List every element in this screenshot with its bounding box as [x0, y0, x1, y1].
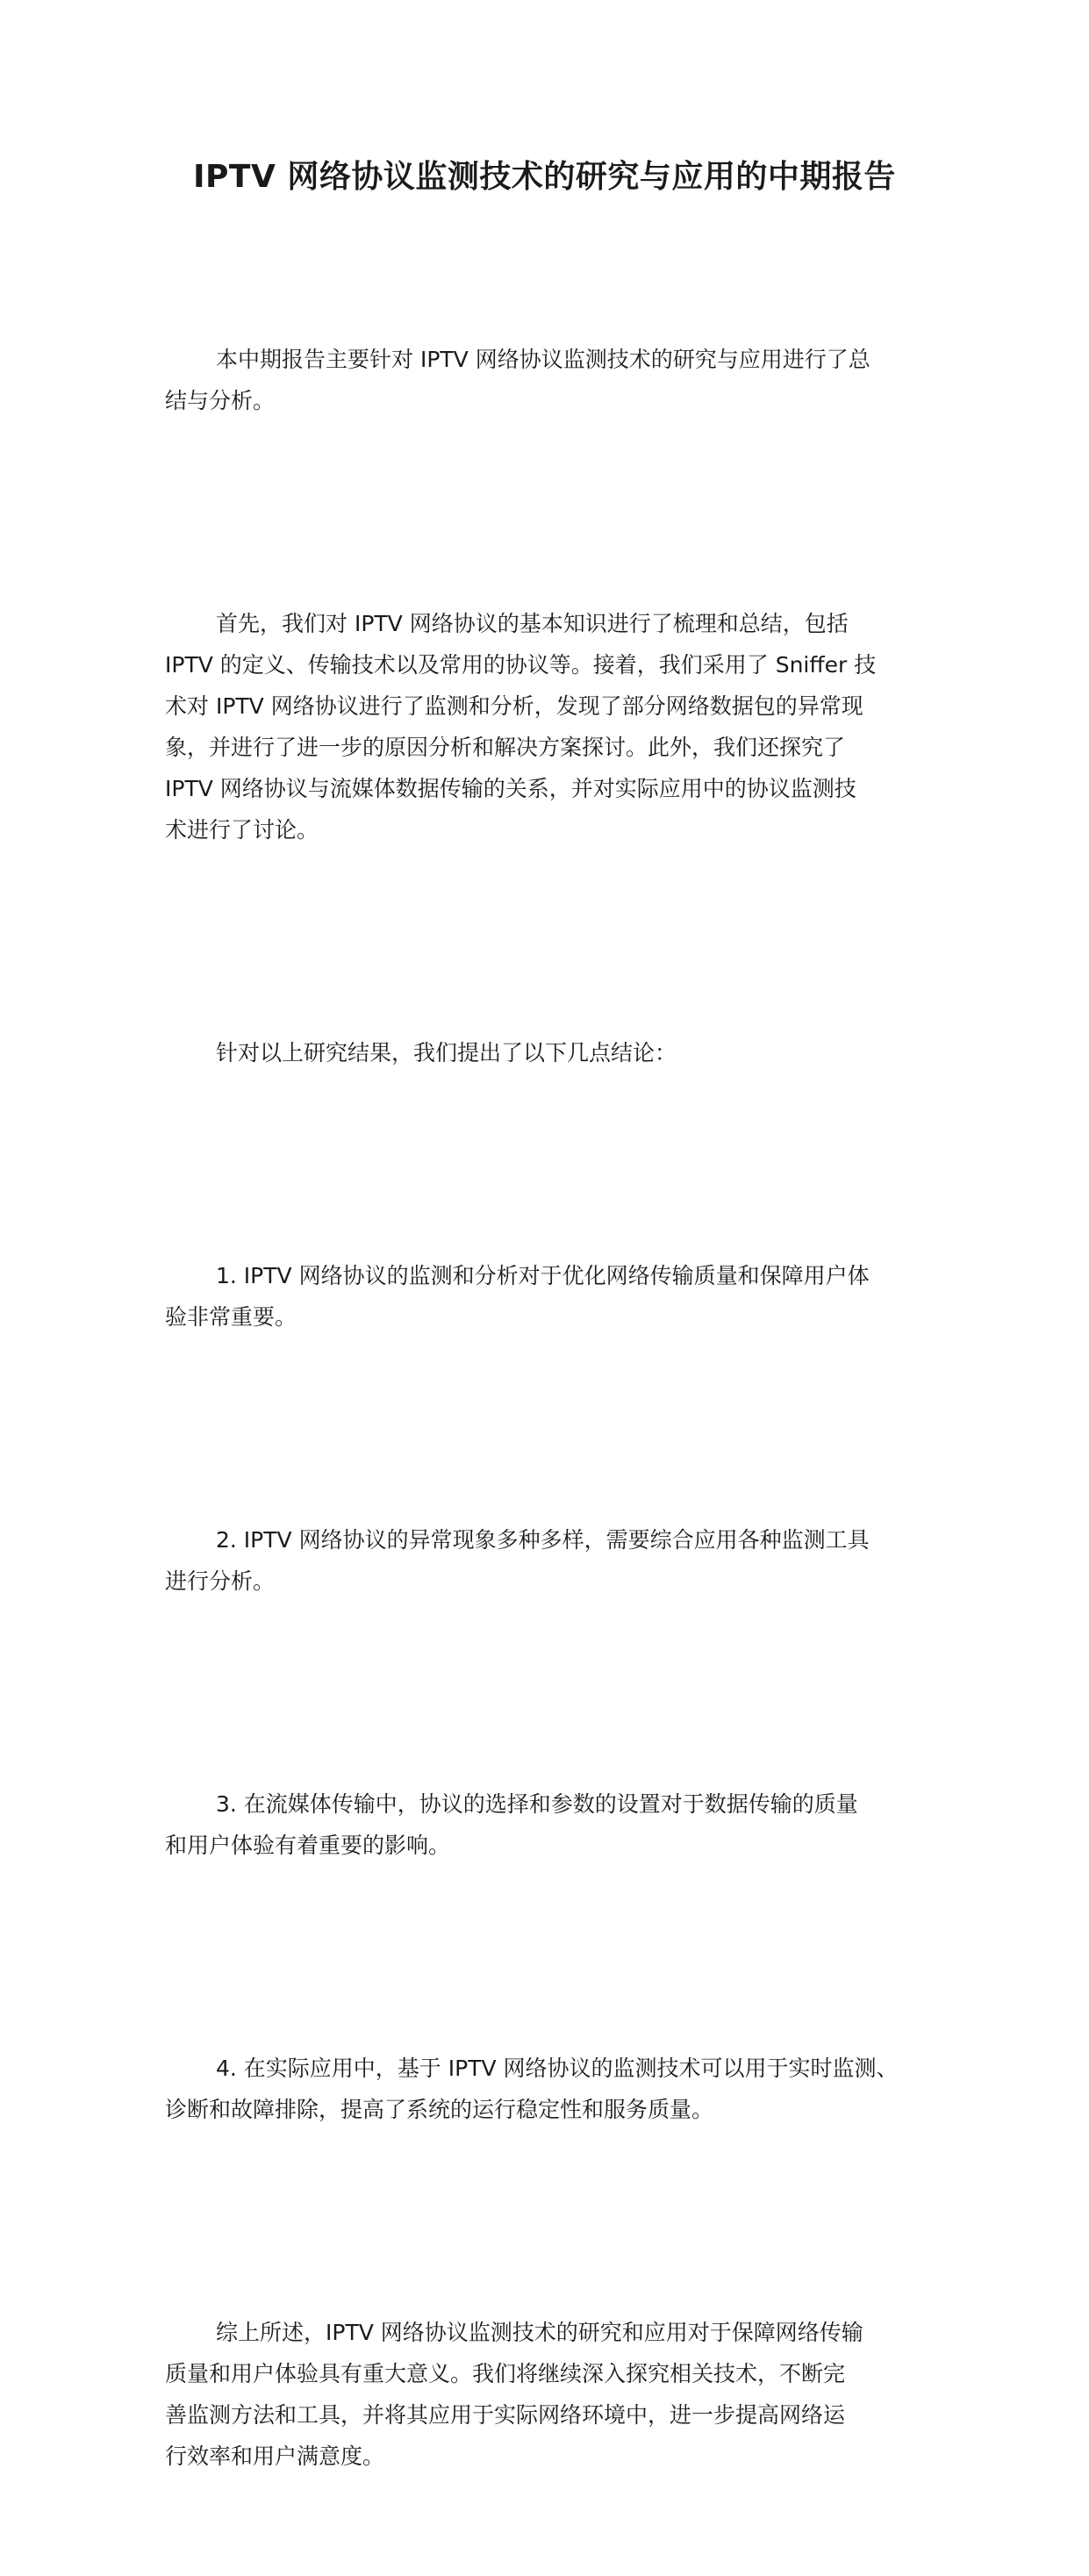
paragraph-line: 术对 IPTV 网络协议进行了监测和分析，发现了部分网络数据包的异常现 [165, 693, 863, 719]
document-title: IPTV 网络协议监测技术的研究与应用的中期报告 [193, 159, 896, 195]
paragraph-line: 结与分析。 [165, 388, 276, 413]
paragraph-line: 2. IPTV 网络协议的异常现象多种多样，需要综合应用各种监测工具 [216, 1527, 870, 1553]
paragraph-line: 1. IPTV 网络协议的监测和分析对于优化网络传输质量和保障用户体 [216, 1263, 870, 1288]
paragraph-line: 质量和用户体验具有重大意义。我们将继续深入探究相关技术，不断完 [165, 2361, 846, 2386]
paragraph-conclusions-lead [165, 950, 937, 1156]
paragraph-line: 和用户体验有着重要的影响。 [165, 1833, 451, 1858]
paragraph-line: 行效率和用户满意度。 [165, 2443, 385, 2469]
document-body [165, 256, 937, 2576]
paragraph-line: 4. 在实际应用中，基于 IPTV 网络协议的监测技术可以用于实时监测、 [216, 2056, 899, 2081]
paragraph-line: IPTV 网络协议与流媒体数据传输的关系，并对实际应用中的协议监测技 [165, 776, 856, 801]
paragraph-line: 善监测方法和工具，并将其应用于实际网络环境中，进一步提高网络运 [165, 2402, 846, 2428]
paragraph-line: 本中期报告主要针对 IPTV 网络协议监测技术的研究与应用进行了总 [216, 347, 870, 372]
paragraph-line: 3. 在流媒体传输中，协议的选择和参数的设置对于数据传输的质量 [216, 1791, 858, 1817]
paragraph-intro [165, 256, 937, 504]
conclusion-item-4 [165, 1965, 937, 2213]
paragraph-line: 诊断和故障排除，提高了系统的运行稳定性和服务质量。 [165, 2097, 714, 2122]
paragraph-line: 术进行了讨论。 [165, 817, 319, 843]
paragraph-summary [165, 2229, 937, 2559]
paragraph-line: 针对以上研究结果，我们提出了以下几点结论： [216, 1040, 677, 1066]
conclusion-item-1 [165, 1173, 937, 1420]
paragraph-line: 象，并进行了进一步的原因分析和解决方案探讨。此外，我们还探究了 [165, 735, 846, 760]
paragraph-first [165, 520, 937, 933]
conclusion-item-3 [165, 1701, 937, 1948]
paragraph-line: IPTV 的定义、传输技术以及常用的协议等。接着，我们采用了 Sniffer 技 [165, 652, 877, 678]
paragraph-line: 进行分析。 [165, 1568, 276, 1594]
paragraph-line: 验非常重要。 [165, 1304, 297, 1330]
conclusion-item-2 [165, 1437, 937, 1684]
paragraph-line: 综上所述，IPTV 网络协议监测技术的研究和应用对于保障网络传输 [216, 2320, 863, 2345]
paragraph-line: 首先，我们对 IPTV 网络协议的基本知识进行了梳理和总结，包括 [216, 611, 849, 636]
